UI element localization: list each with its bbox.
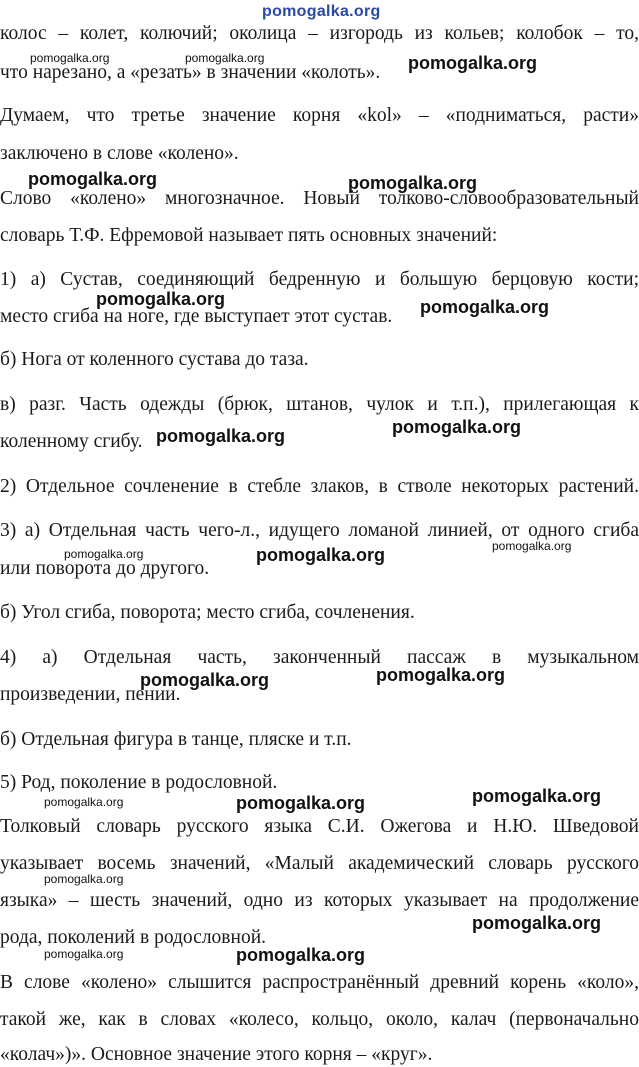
watermark: pomogalka.org: [348, 173, 478, 193]
text-line: Слово «колено» многозначное. Новый толково-словообразовательный: [0, 188, 639, 209]
text-line: заключено в слове «колено».: [0, 143, 239, 164]
watermark: pomogalka.org: [420, 297, 550, 317]
text-line: Толковый словарь русского языка С.И. Ожегова и Н.Ю. Шведовой: [0, 816, 639, 837]
text-line: б) Нога от коленного сустава до таза.: [0, 349, 309, 370]
watermark: pomogalka.org: [236, 793, 366, 813]
text-line: б) Угол сгиба, поворота; место сгиба, сочленения.: [0, 602, 415, 623]
watermark: pomogalka.org: [408, 53, 538, 73]
watermark: pomogalka.org: [472, 913, 602, 933]
text-line: словарь Т.Ф. Ефремовой называет пять основных значений:: [0, 225, 498, 246]
watermark: pomogalka.org: [185, 51, 265, 65]
text-line: место сгиба на ноге, где выступает этот сустав.: [0, 306, 393, 327]
watermark: pomogalka.org: [492, 539, 572, 553]
text-line: В слове «колено» слышится распространённый древний корень «коло»,: [0, 972, 639, 993]
watermark: pomogalka.org: [44, 872, 124, 886]
text-line: коленному сгибу.: [0, 431, 143, 452]
text-line: рода, поколений в родословной.: [0, 927, 267, 948]
watermark: pomogalka.org: [44, 947, 124, 961]
text-line: 1) а) Сустав, соединяющий бедренную и большую берцовую кости;: [0, 269, 639, 290]
watermark: pomogalka.org: [28, 169, 158, 189]
watermark: pomogalka.org: [156, 426, 286, 446]
text-line: 3) а) Отдельная часть чего-л., идущего ломаной линией, от одного сгиба: [0, 520, 639, 541]
watermark: pomogalka.org: [472, 786, 602, 806]
watermark: pomogalka.org: [236, 945, 366, 965]
watermark: pomogalka.org: [96, 289, 226, 309]
text-line: произведении, пении.: [0, 684, 181, 705]
text-line: такой же, как в словах «колесо, кольцо, около, калач (первоначально: [0, 1009, 639, 1030]
text-line: Думаем, что третье значение корня «kol» – «подниматься, расти»: [0, 105, 639, 126]
text-line: в) разг. Часть одежды (брюк, штанов, чулок и т.п.), прилегающая к: [0, 394, 639, 415]
text-line: «колач»)». Основное значение этого корня – «круг».: [0, 1044, 433, 1065]
watermark: pomogalka.org: [392, 417, 522, 437]
text-line: 4) а) Отдельная часть, законченный пассаж в музыкальном: [0, 647, 639, 668]
watermark: pomogalka.org: [44, 795, 124, 809]
text-line: или поворота до другого.: [0, 558, 210, 579]
watermark: pomogalka.org: [376, 665, 506, 685]
text-line: колос – колет, колючий; околица – изгородь из кольев; колобок – то,: [0, 23, 639, 44]
text-line: 2) Отдельное сочленение в стебле злаков, в стволе некоторых растений.: [0, 476, 639, 497]
watermark: pomogalka.org: [30, 51, 110, 65]
watermark: pomogalka.org: [256, 545, 386, 565]
text-line: 5) Род, поколение в родословной.: [0, 772, 278, 793]
watermark: pomogalka.org: [140, 670, 270, 690]
text-line: указывает восемь значений, «Малый академический словарь русского: [0, 853, 639, 874]
watermark: pomogalka.org: [64, 547, 144, 561]
text-line: что нарезано, а «резать» в значении «колоть».: [0, 62, 381, 83]
text-line: б) Отдельная фигура в танце, пляске и т.п.: [0, 729, 352, 750]
text-line: языка» – шесть значений, одно из которых указывает на продолжение: [0, 890, 639, 911]
header-watermark: pomogalka.org: [262, 3, 381, 20]
